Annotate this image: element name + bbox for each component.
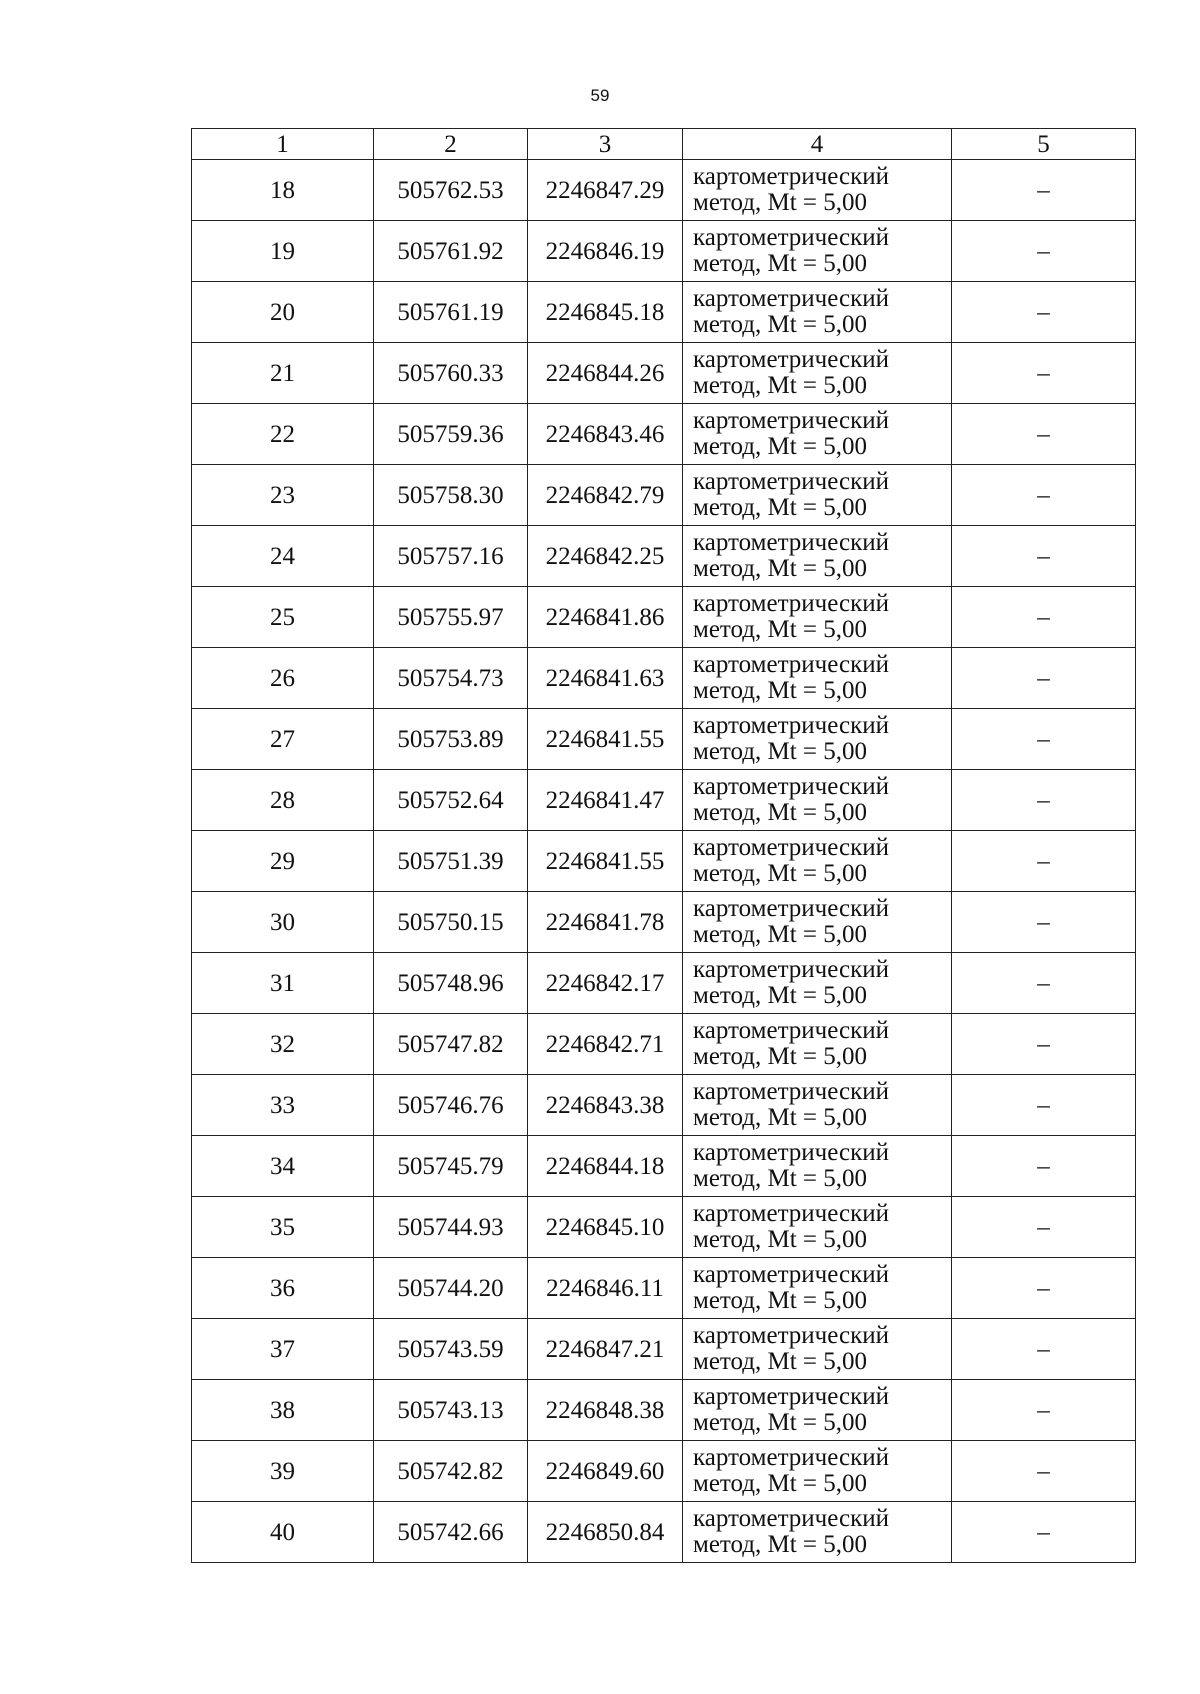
method-cell [683, 221, 952, 282]
table-row [192, 282, 1136, 343]
method-cell [683, 709, 952, 770]
coordinate-y-cell: 2246845.10 [528, 1197, 683, 1258]
method-accuracy: метод, Mt = 5,00 [693, 677, 868, 704]
method-name: картометрический [693, 467, 889, 495]
note-cell: – [952, 1075, 1136, 1136]
method-cell [683, 465, 952, 526]
note-cell: – [952, 1197, 1136, 1258]
coordinates-table [191, 128, 1136, 1563]
method-cell [683, 770, 952, 831]
method-name: картометрический [693, 955, 889, 983]
point-number-cell: 18 [192, 160, 374, 221]
coordinate-x-cell: 505757.16 [374, 526, 528, 587]
point-number-cell: 26 [192, 648, 374, 709]
method-accuracy: метод, Mt = 5,00 [693, 1531, 868, 1558]
table-row [192, 1136, 1136, 1197]
note-cell: – [952, 1502, 1136, 1563]
coordinate-x-cell: 505752.64 [374, 770, 528, 831]
coordinate-y-cell: 2246841.78 [528, 892, 683, 953]
method-name: картометрический [693, 223, 889, 251]
method-accuracy: метод, Mt = 5,00 [693, 982, 868, 1009]
method-accuracy: метод, Mt = 5,00 [693, 921, 868, 948]
method-cell [683, 587, 952, 648]
table-row [192, 465, 1136, 526]
table-row [192, 404, 1136, 465]
method-accuracy: метод, Mt = 5,00 [693, 616, 868, 643]
table-row [192, 587, 1136, 648]
method-cell [683, 160, 952, 221]
coordinate-y-cell: 2246841.47 [528, 770, 683, 831]
note-cell: – [952, 892, 1136, 953]
method-accuracy: метод, Mt = 5,00 [693, 189, 868, 216]
table-row [192, 770, 1136, 831]
point-number-cell: 36 [192, 1258, 374, 1319]
page-number: 59 [590, 86, 610, 105]
note-cell: – [952, 648, 1136, 709]
table-row [192, 1014, 1136, 1075]
method-accuracy: метод, Mt = 5,00 [693, 1287, 868, 1314]
note-cell: – [952, 1380, 1136, 1441]
method-accuracy: метод, Mt = 5,00 [693, 1165, 868, 1192]
coordinate-y-cell: 2246846.19 [528, 221, 683, 282]
method-name: картометрический [693, 284, 889, 312]
method-name: картометрический [693, 1016, 889, 1044]
method-name: картометрический [693, 1321, 889, 1349]
coordinate-x-cell: 505761.92 [374, 221, 528, 282]
coordinate-x-cell: 505760.33 [374, 343, 528, 404]
coordinate-x-cell: 505751.39 [374, 831, 528, 892]
method-accuracy: метод, Mt = 5,00 [693, 738, 868, 765]
method-accuracy: метод, Mt = 5,00 [693, 311, 868, 338]
coordinate-x-cell: 505762.53 [374, 160, 528, 221]
method-cell [683, 953, 952, 1014]
coordinate-y-cell: 2246844.18 [528, 1136, 683, 1197]
method-cell [683, 1380, 952, 1441]
column-header-2: 2 [374, 129, 528, 160]
method-name: картометрический [693, 1260, 889, 1288]
method-accuracy: метод, Mt = 5,00 [693, 250, 868, 277]
coordinate-y-cell: 2246844.26 [528, 343, 683, 404]
coordinate-x-cell: 505745.79 [374, 1136, 528, 1197]
coordinate-y-cell: 2246843.38 [528, 1075, 683, 1136]
method-name: картометрический [693, 711, 889, 739]
method-name: картометрический [693, 772, 889, 800]
coordinate-y-cell: 2246841.63 [528, 648, 683, 709]
point-number-cell: 31 [192, 953, 374, 1014]
note-cell: – [952, 1319, 1136, 1380]
coordinate-x-cell: 505742.66 [374, 1502, 528, 1563]
table-row [192, 1319, 1136, 1380]
coordinate-x-cell: 505755.97 [374, 587, 528, 648]
coordinate-x-cell: 505748.96 [374, 953, 528, 1014]
note-cell: – [952, 1136, 1136, 1197]
note-cell: – [952, 587, 1136, 648]
table-row [192, 1197, 1136, 1258]
point-number-cell: 25 [192, 587, 374, 648]
point-number-cell: 28 [192, 770, 374, 831]
method-name: картометрический [693, 1077, 889, 1105]
column-header-3: 3 [528, 129, 683, 160]
point-number-cell: 38 [192, 1380, 374, 1441]
method-cell [683, 648, 952, 709]
point-number-cell: 19 [192, 221, 374, 282]
method-accuracy: метод, Mt = 5,00 [693, 1409, 868, 1436]
method-cell [683, 282, 952, 343]
method-accuracy: метод, Mt = 5,00 [693, 1470, 868, 1497]
table-row [192, 1502, 1136, 1563]
coordinate-x-cell: 505744.20 [374, 1258, 528, 1319]
point-number-cell: 24 [192, 526, 374, 587]
coordinate-y-cell: 2246842.79 [528, 465, 683, 526]
table-row [192, 709, 1136, 770]
method-cell [683, 1502, 952, 1563]
coordinate-y-cell: 2246848.38 [528, 1380, 683, 1441]
method-cell [683, 404, 952, 465]
method-name: картометрический [693, 833, 889, 861]
coordinate-y-cell: 2246842.25 [528, 526, 683, 587]
table-row [192, 1075, 1136, 1136]
table-row [192, 892, 1136, 953]
coordinate-y-cell: 2246847.29 [528, 160, 683, 221]
column-header-1: 1 [192, 129, 374, 160]
table-row [192, 648, 1136, 709]
coordinate-y-cell: 2246850.84 [528, 1502, 683, 1563]
coordinate-y-cell: 2246841.55 [528, 709, 683, 770]
method-name: картометрический [693, 162, 889, 190]
coordinate-y-cell: 2246843.46 [528, 404, 683, 465]
table-row [192, 526, 1136, 587]
coordinate-x-cell: 505746.76 [374, 1075, 528, 1136]
coordinate-x-cell: 505754.73 [374, 648, 528, 709]
coordinate-x-cell: 505750.15 [374, 892, 528, 953]
coordinate-y-cell: 2246847.21 [528, 1319, 683, 1380]
method-accuracy: метод, Mt = 5,00 [693, 1226, 868, 1253]
method-cell [683, 1197, 952, 1258]
method-accuracy: метод, Mt = 5,00 [693, 860, 868, 887]
note-cell: – [952, 709, 1136, 770]
column-header-5: 5 [952, 129, 1136, 160]
note-cell: – [952, 282, 1136, 343]
method-name: картометрический [693, 1443, 889, 1471]
method-cell [683, 1441, 952, 1502]
method-cell [683, 831, 952, 892]
method-name: картометрический [693, 589, 889, 617]
method-cell [683, 343, 952, 404]
note-cell: – [952, 770, 1136, 831]
coordinate-x-cell: 505744.93 [374, 1197, 528, 1258]
method-accuracy: метод, Mt = 5,00 [693, 799, 868, 826]
note-cell: – [952, 465, 1136, 526]
coordinate-x-cell: 505743.13 [374, 1380, 528, 1441]
coordinate-x-cell: 505743.59 [374, 1319, 528, 1380]
coordinate-y-cell: 2246842.71 [528, 1014, 683, 1075]
method-name: картометрический [693, 345, 889, 373]
note-cell: – [952, 831, 1136, 892]
point-number-cell: 30 [192, 892, 374, 953]
point-number-cell: 20 [192, 282, 374, 343]
point-number-cell: 35 [192, 1197, 374, 1258]
note-cell: – [952, 1258, 1136, 1319]
coordinate-x-cell: 505753.89 [374, 709, 528, 770]
table-row [192, 221, 1136, 282]
note-cell: – [952, 160, 1136, 221]
method-name: картометрический [693, 1138, 889, 1166]
table-row [192, 953, 1136, 1014]
coordinate-y-cell: 2246842.17 [528, 953, 683, 1014]
point-number-cell: 39 [192, 1441, 374, 1502]
note-cell: – [952, 221, 1136, 282]
coordinate-x-cell: 505759.36 [374, 404, 528, 465]
point-number-cell: 27 [192, 709, 374, 770]
point-number-cell: 37 [192, 1319, 374, 1380]
method-name: картометрический [693, 650, 889, 678]
method-cell [683, 526, 952, 587]
point-number-cell: 40 [192, 1502, 374, 1563]
method-cell [683, 1075, 952, 1136]
table-row [192, 160, 1136, 221]
note-cell: – [952, 1441, 1136, 1502]
table-row [192, 1441, 1136, 1502]
method-accuracy: метод, Mt = 5,00 [693, 372, 868, 399]
table-row [192, 1380, 1136, 1441]
method-accuracy: метод, Mt = 5,00 [693, 1043, 868, 1070]
point-number-cell: 32 [192, 1014, 374, 1075]
table-row [192, 1258, 1136, 1319]
method-name: картометрический [693, 528, 889, 556]
note-cell: – [952, 1014, 1136, 1075]
note-cell: – [952, 526, 1136, 587]
note-cell: – [952, 404, 1136, 465]
method-accuracy: метод, Mt = 5,00 [693, 494, 868, 521]
coordinate-x-cell: 505747.82 [374, 1014, 528, 1075]
method-name: картометрический [693, 1382, 889, 1410]
point-number-cell: 23 [192, 465, 374, 526]
point-number-cell: 21 [192, 343, 374, 404]
note-cell: – [952, 343, 1136, 404]
method-name: картометрический [693, 1504, 889, 1532]
point-number-cell: 34 [192, 1136, 374, 1197]
method-name: картометрический [693, 1199, 889, 1227]
point-number-cell: 29 [192, 831, 374, 892]
method-cell [683, 1319, 952, 1380]
table-row [192, 343, 1136, 404]
method-cell [683, 1258, 952, 1319]
method-accuracy: метод, Mt = 5,00 [693, 555, 868, 582]
method-accuracy: метод, Mt = 5,00 [693, 1348, 868, 1375]
table-header-row [192, 129, 1136, 160]
method-accuracy: метод, Mt = 5,00 [693, 1104, 868, 1131]
coordinate-y-cell: 2246845.18 [528, 282, 683, 343]
coordinate-y-cell: 2246846.11 [528, 1258, 683, 1319]
method-cell [683, 892, 952, 953]
column-header-4: 4 [683, 129, 952, 160]
coordinate-x-cell: 505758.30 [374, 465, 528, 526]
table-row [192, 831, 1136, 892]
coordinate-x-cell: 505742.82 [374, 1441, 528, 1502]
coordinate-y-cell: 2246849.60 [528, 1441, 683, 1502]
coordinate-x-cell: 505761.19 [374, 282, 528, 343]
coordinate-y-cell: 2246841.55 [528, 831, 683, 892]
note-cell: – [952, 953, 1136, 1014]
method-cell [683, 1136, 952, 1197]
method-name: картометрический [693, 406, 889, 434]
coordinate-y-cell: 2246841.86 [528, 587, 683, 648]
method-name: картометрический [693, 894, 889, 922]
point-number-cell: 22 [192, 404, 374, 465]
method-accuracy: метод, Mt = 5,00 [693, 433, 868, 460]
method-cell [683, 1014, 952, 1075]
point-number-cell: 33 [192, 1075, 374, 1136]
